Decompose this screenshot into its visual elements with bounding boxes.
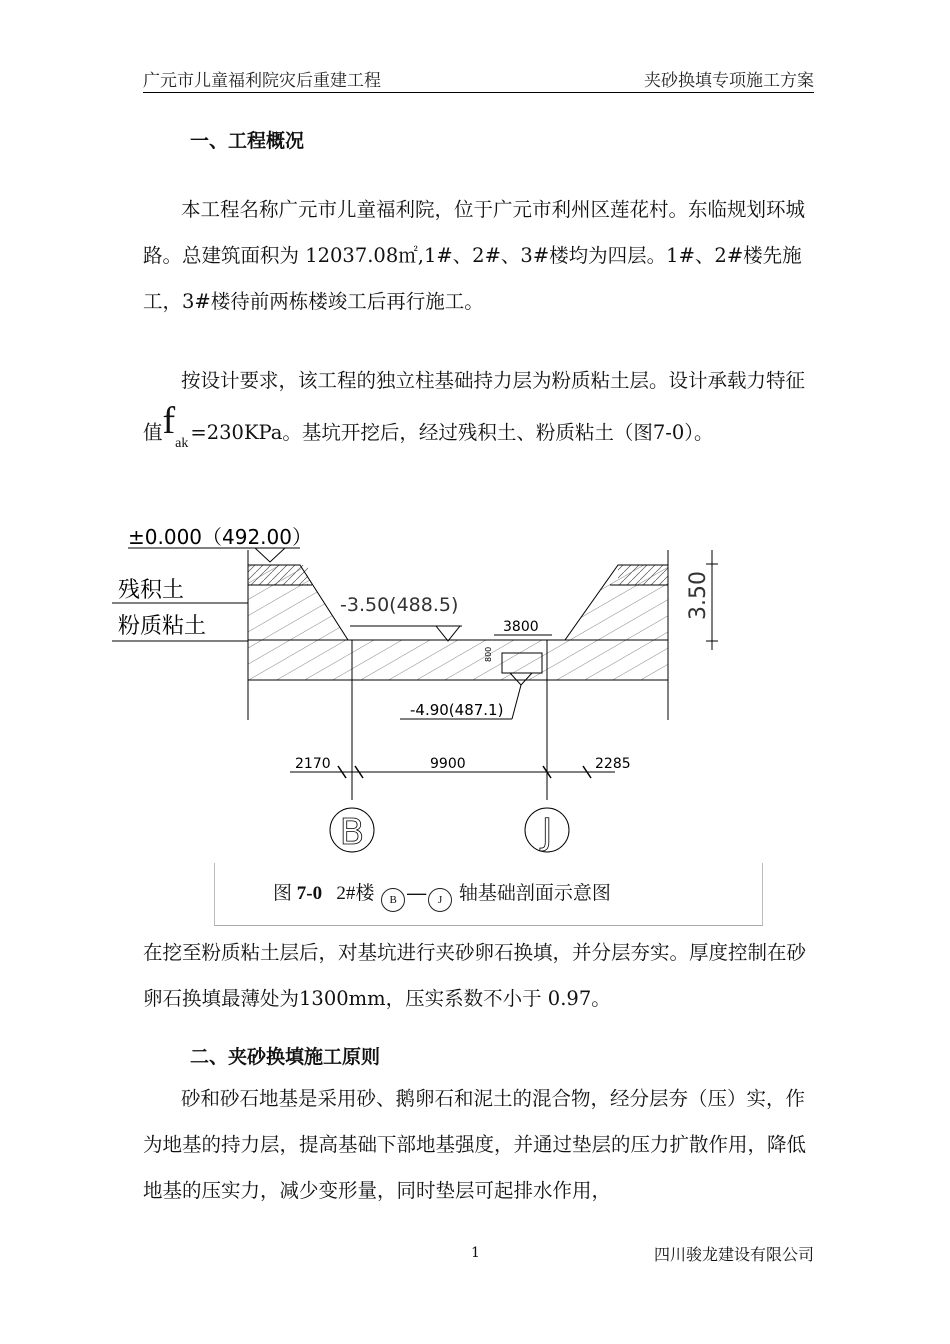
- header-rule: [143, 92, 814, 93]
- axis-j-label: J: [541, 812, 553, 853]
- header-left: 广元市儿童福利院灾后重建工程: [143, 71, 381, 91]
- caption-building: 2#楼: [336, 883, 375, 904]
- label-silty-clay: 粉质粘土: [118, 614, 207, 639]
- foundation-section-figure: [0, 500, 950, 870]
- paragraph-3: 在挖至粉质粘土层后，对基坑进行夹砂卵石换填，并分层夯实。厚度控制在砂卵石换填最薄处为1300mm，压实系数不小于 0.97。: [143, 941, 807, 1010]
- dim-9900: 9900: [430, 756, 466, 772]
- dim-small: 800: [484, 646, 493, 662]
- footer-company: 四川骏龙建设有限公司: [653, 1245, 814, 1264]
- caption-axis-j: J: [428, 888, 452, 912]
- caption-prefix: 图: [273, 883, 293, 904]
- label-zero-elevation: ±0.000（492.00）: [128, 525, 312, 549]
- formula-sub: ak: [175, 436, 189, 451]
- elevation-marker: [255, 548, 285, 562]
- dim-2170: 2170: [295, 756, 331, 772]
- page-number: 1: [471, 1245, 480, 1261]
- section-2-title: 二、夹砂换填施工原则: [190, 1046, 381, 1068]
- dim-3800: 3800: [503, 619, 539, 635]
- formula-f: f: [162, 400, 176, 442]
- dim-2285: 2285: [595, 756, 631, 772]
- paragraph-2-text-b: =230KPa。基坑开挖后，经过残积土、粉质粘土（图7-0）。: [190, 421, 714, 444]
- paragraph-1: 本工程名称广元市儿童福利院，位于广元市利州区莲花村。东临规划环城路。总建筑面积为 12037.08㎡,1#、2#、3#楼均为四层。1#、2#楼先施工，3#楼待前两栋楼竣工后再行施工。: [143, 198, 806, 313]
- caption-number: 7-0: [296, 883, 323, 904]
- figure-caption: [273, 878, 611, 912]
- header-right: 夹砂换填专项施工方案: [644, 71, 814, 91]
- caption-suffix: 轴基础剖面示意图: [458, 883, 611, 904]
- caption-dash: —: [407, 883, 427, 904]
- dim-height: 3.50: [686, 571, 711, 620]
- paragraph-4: 砂和砂石地基是采用砂、鹅卵石和泥土的混合物，经分层夯（压）实，作为地基的持力层，提高基础下部地基强度，并通过垫层的压力扩散作用，降低地基的压实力，减少变形量，同时垫层可起排水作用，: [143, 1087, 807, 1202]
- label-elev-350: -3.50(488.5): [340, 594, 459, 616]
- label-residual-soil: 残积土: [118, 578, 185, 603]
- axis-b-label: B: [339, 812, 365, 853]
- label-elev-490: -4.90(487.1): [410, 701, 504, 719]
- section-1-title: 一、工程概况: [190, 130, 305, 152]
- paragraph-2: [143, 358, 815, 459]
- caption-axis-b: B: [381, 888, 405, 912]
- paragraph-2-text-a: 按设计要求，该工程的独立柱基础持力层为粉质粘土层。设计承载力特征值: [143, 369, 806, 444]
